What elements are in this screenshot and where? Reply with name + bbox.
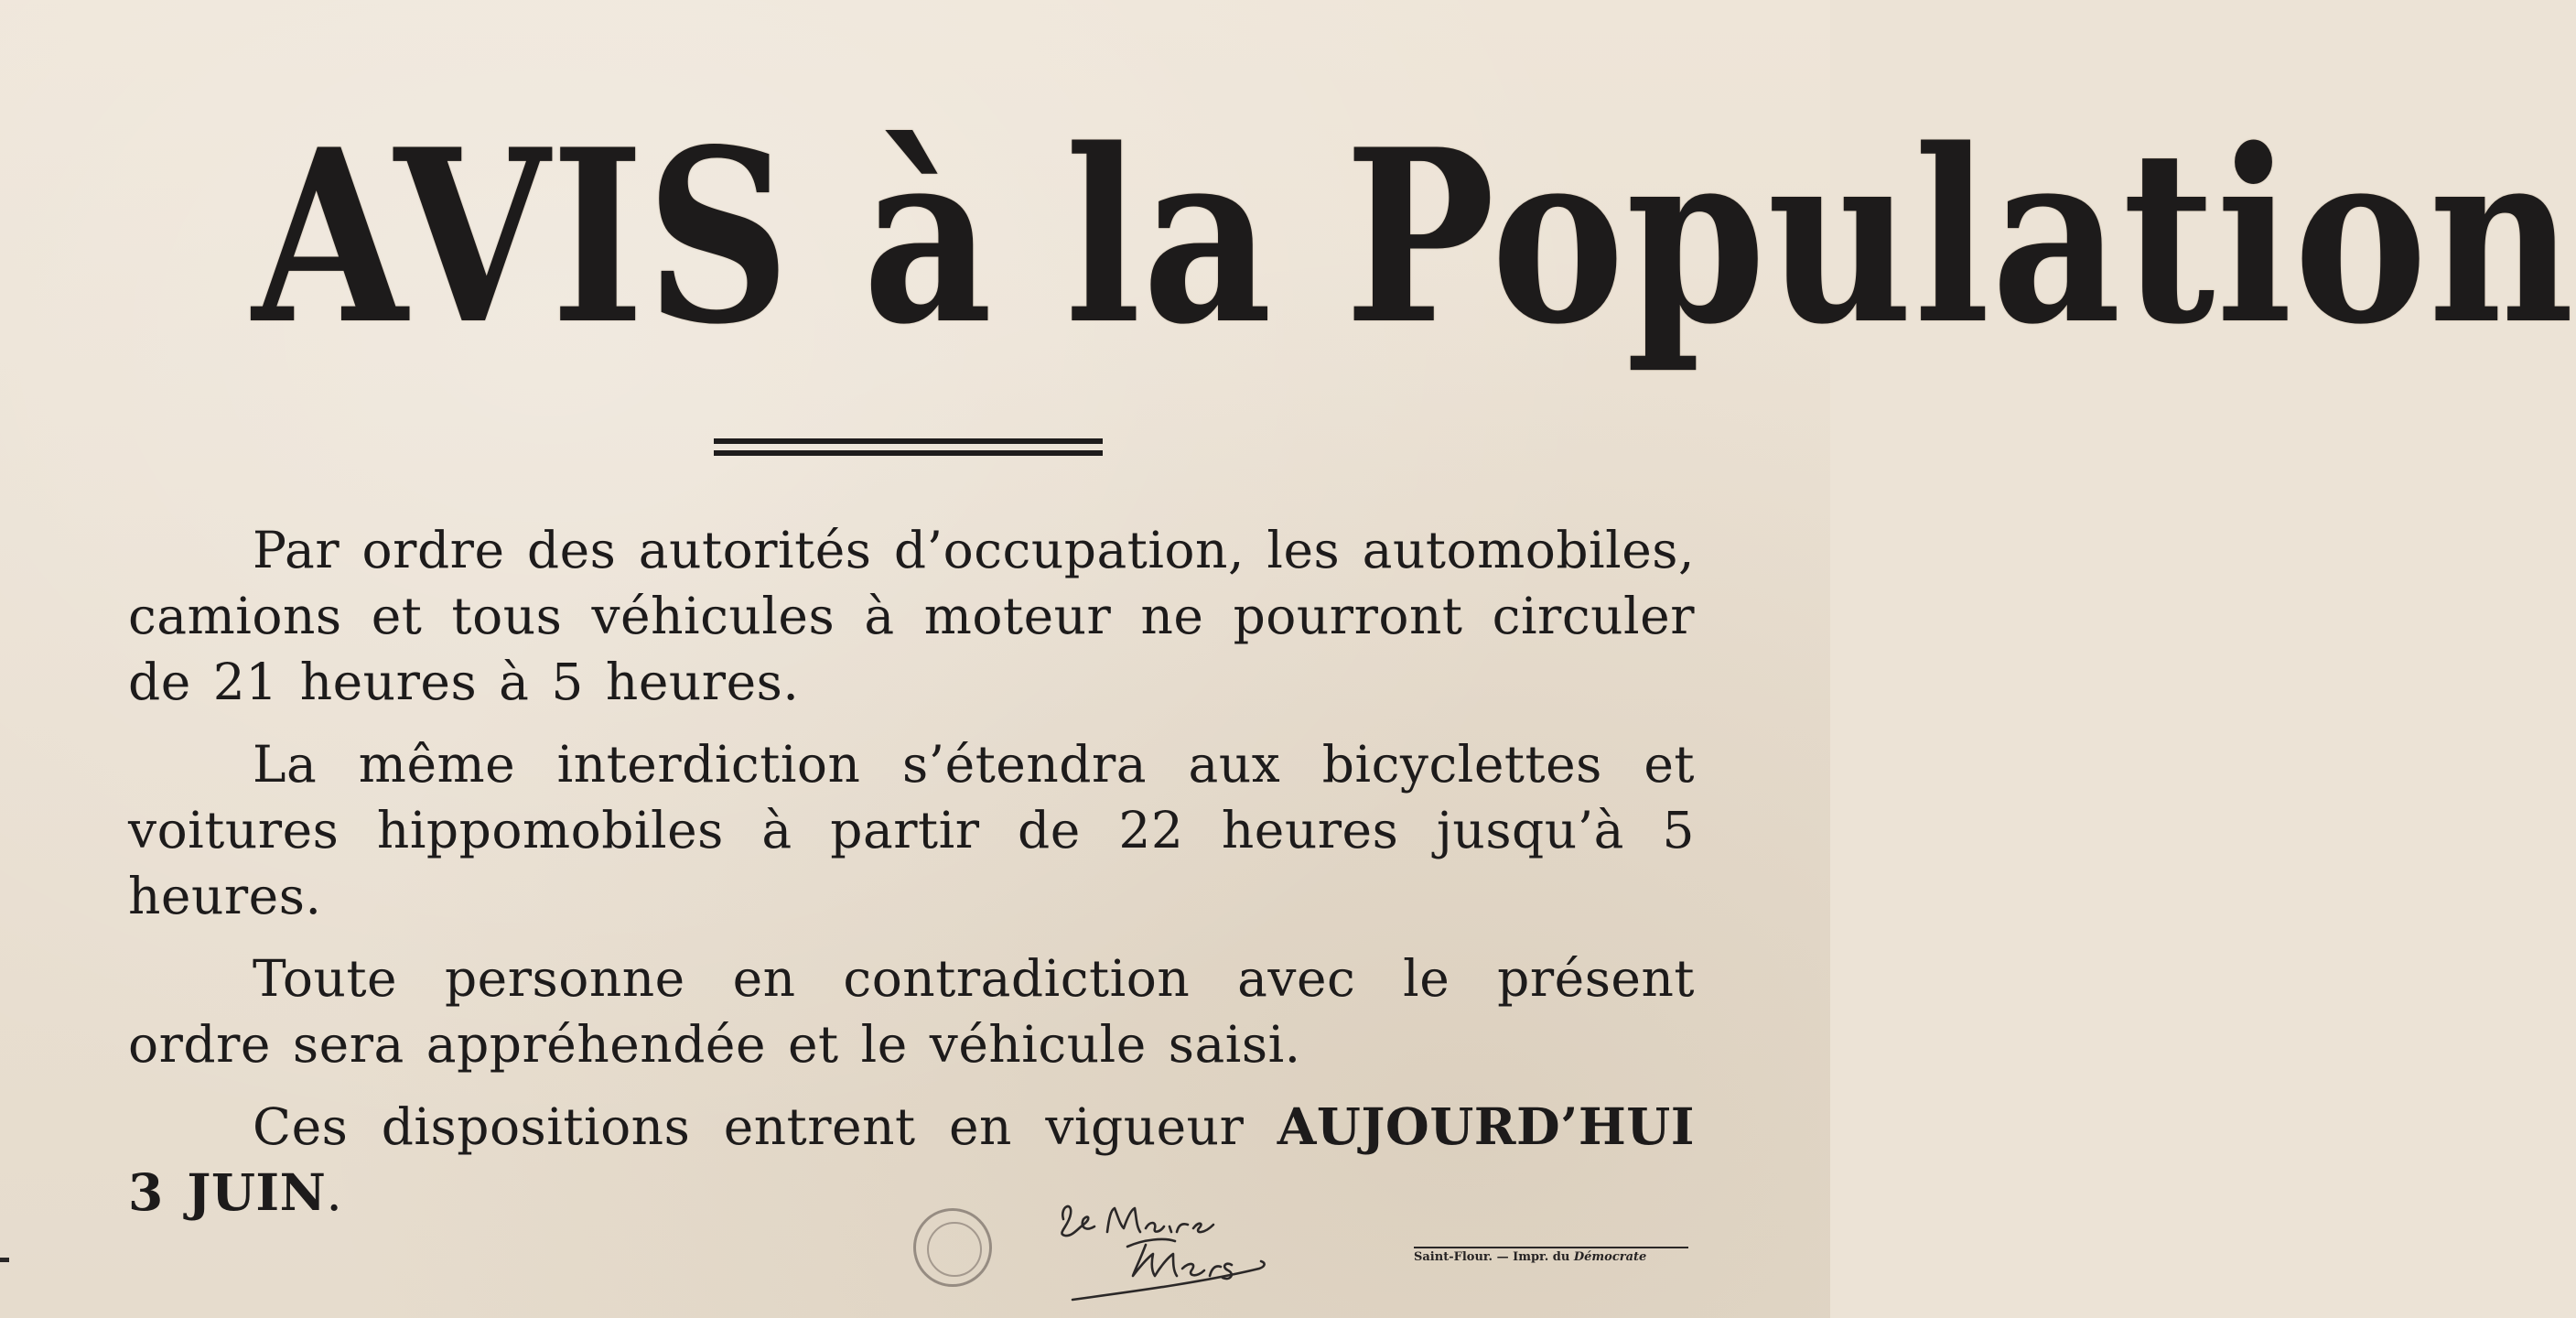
paragraph-curfew-motor-vehicles: Par ordre des autorités d’occupation, les automobiles, camions et tous véhicules à moteur ne pourront circuler de 21 heures à 5 heures. bbox=[128, 521, 1695, 711]
imprint-publisher: Démocrate bbox=[1573, 1250, 1647, 1264]
imprint-place: Saint-Flour. bbox=[1414, 1250, 1493, 1264]
paragraph-effective-date bbox=[128, 1094, 1695, 1226]
effective-date-text: Ces dispositions entrent en vigueur bbox=[253, 1097, 1277, 1156]
title-rule-top bbox=[714, 438, 1103, 444]
title-rule-bottom bbox=[714, 450, 1103, 456]
effective-date-period: . bbox=[326, 1163, 343, 1222]
poster-title: AVIS à la Population bbox=[252, 98, 2576, 377]
official-seal-stamp bbox=[913, 1208, 992, 1287]
printer-imprint bbox=[1414, 1247, 1688, 1264]
effective-date-emphasis: AUJOURD’HUI 3 JUIN bbox=[128, 1097, 1695, 1222]
mayor-signature bbox=[1043, 1181, 1281, 1309]
notice-body bbox=[128, 517, 1695, 1242]
paragraph-curfew-bicycles: La même interdiction s’étendra aux bicyclettes et voitures hippomobiles à partir de 22 heures jusqu’à 5 heures. bbox=[128, 735, 1695, 925]
paragraph-penalty: Toute personne en contradiction avec le présent ordre sera appréhendée et le véhicule saisi. bbox=[128, 949, 1695, 1074]
edge-mark bbox=[0, 1258, 9, 1262]
imprint-separator: — Impr. du bbox=[1493, 1250, 1574, 1264]
